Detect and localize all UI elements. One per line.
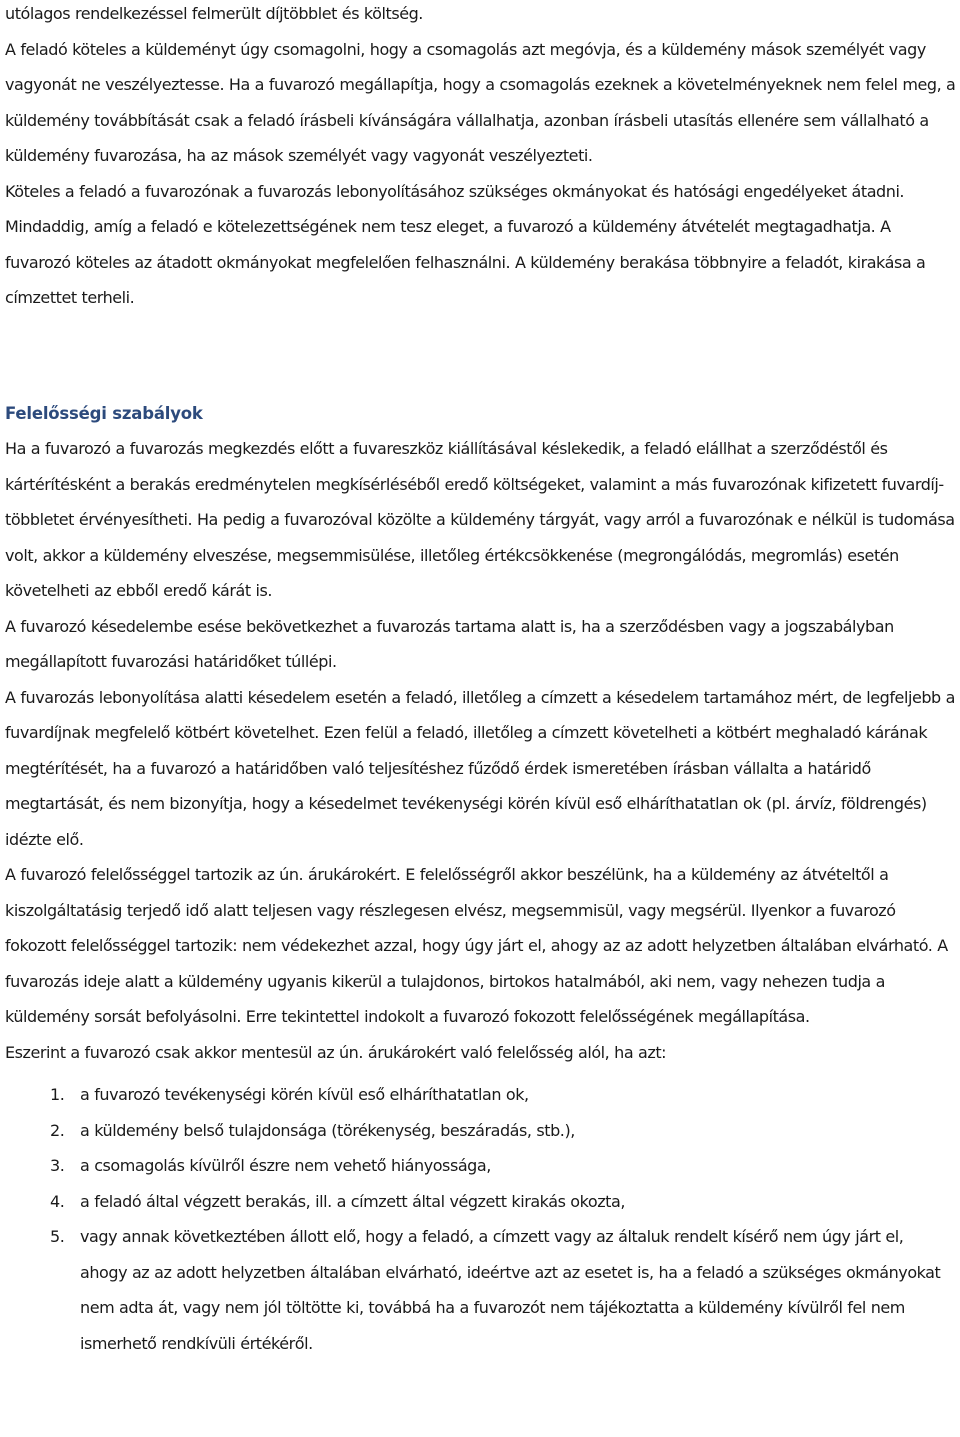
paragraph: Köteles a feladó a fuvarozónak a fuvarozás lebonyolításához szükséges okmányokat és hatósági engedélyeket átadni. Mindaddig, amíg a feladó e kötelezettségének nem tesz eleget, a fuvarozó a küldemény átvételét megtagadhatja. A fuvarozó köteles az átadott okmányokat megfelelően felhasználni. A küldemény berakása többnyire a feladót, kirakása a címzettet terheli. (5, 181, 926, 307)
paragraph: Ha a fuvarozó a fuvarozás megkezdés előtt a fuvareszköz kiállításával késlekedik, a feladó elállhat a szerződéstől és kártérítésként a berakás eredménytelen megkísérléséből eredő költségeket, valamint a más fuvarozónak kifizetett fuvardíj-többletet érvényesítheti. Ha pedig a fuvarozóval közölte a küldemény tárgyát, vagy arról a fuvarozónak e nélkül is tudomása volt, akkor a küldemény elveszése, megsemmisülése, illetőleg értékcsökkenése (megrongálódás, megromlás) esetén követelheti az ebből eredő kárát is. (5, 439, 955, 600)
paragraph: A fuvarozás lebonyolítása alatti késedelem esetén a feladó, illetőleg a címzett a késedelem tartamához mért, de legfeljebb a fuvardíjnak megfelelő kötbért követelhet. Ezen felül a feladó, illetőleg a címzett követelheti a kötbért meghaladó kárának megtérítését, ha a fuvarozó a határidőben való teljesítéshez fűződő érdek ismeretében írásban vállalta a határidő megtartását, és nem bizonyítja, hogy a késedelmet tevékenységi körén kívül eső elháríthatatlan ok (pl. árvíz, földrengés) idézte elő. (5, 687, 955, 849)
paragraph: utólagos rendelkezéssel felmerült díjtöbblet és költség. (5, 4, 423, 23)
list-item (5, 1077, 959, 1113)
list-item (5, 1184, 959, 1220)
list-item-text: a küldemény belső tulajdonsága (törékenység, beszáradás, stb.), (80, 1120, 575, 1140)
paragraph: Eszerint a fuvarozó csak akkor mentesül az ún. árukárokért való felelősség alól, ha azt: (5, 1042, 667, 1062)
list-item-text: a csomagolás kívülről észre nem vehető hiányossága, (80, 1156, 491, 1175)
list-item-text: vagy annak következtében állott elő, hogy a feladó, a címzett vagy az általuk rendelt kísérő nem úgy járt el, ahogy az az adott helyzetben általában elvárható, ideértve azt az esetet is, ha a feladó a szükséges okmányokat nem adta át, vagy nem jól töltötte ki, továbbá ha a fuvarozót nem tájékoztatta a küldemény kívülről fel nem ismerhető rendkívüli értékéről. (80, 1227, 941, 1353)
list-item-number: 4. (50, 1191, 65, 1211)
list-item-text: a feladó által végzett berakás, ill. a címzett által végzett kirakás okozta, (80, 1191, 625, 1211)
list-item-text: a fuvarozó tevékenységi körén kívül eső elháríthatatlan ok, (80, 1085, 529, 1104)
exemption-list (5, 1077, 959, 1361)
list-item-number: 1. (50, 1085, 65, 1104)
paragraph: A fuvarozó késedelembe esése bekövetkezhet a fuvarozás tartama alatt is, ha a szerződésben vagy a jogszabályban megállapított fuvarozási határidőket túllépi. (5, 616, 894, 671)
list-item (5, 1148, 959, 1184)
paragraph: A fuvarozó felelősséggel tartozik az ún. árukárokért. E felelősségről akkor beszélünk, ha a küldemény az átvételtől a kiszolgáltatásig terjedő idő alatt teljesen vagy részlegesen elvész, megsemmisül, vagy megsérül. Ilyenkor a fuvarozó fokozott felelősséggel tartozik: nem védekezhet azzal, hogy úgy járt el, ahogy az az adott helyzetben általában elvárható. A fuvarozás ideje alatt a küldemény ugyanis kikerül a tulajdonos, birtokos hatalmából, aki nem, vagy nehezen tudja a küldemény sorsát befolyásolni. Erre tekintettel indokolt a fuvarozó fokozott felelősségének megállapítása. (5, 865, 948, 1026)
section-heading: Felelősségi szabályok (5, 403, 203, 423)
list-item-number: 3. (50, 1156, 65, 1175)
paragraph: A feladó köteles a küldeményt úgy csomagolni, hogy a csomagolás azt megóvja, és a küldemény mások személyét vagy vagyonát ne veszélyeztesse. Ha a fuvarozó megállapítja, hogy a csomagolás ezeknek a követelményeknek nem felel meg, a küldemény továbbítását csak a feladó írásbeli kívánságára vállalhatja, azonban írásbeli utasítás ellenére sem vállalható a küldemény fuvarozása, ha az mások személyét vagy vagyonát veszélyezteti. (5, 39, 956, 165)
list-item-number: 2. (50, 1120, 65, 1140)
list-item-number: 5. (50, 1227, 65, 1246)
list-item (5, 1113, 959, 1149)
document-page (5, 0, 959, 1361)
list-item (5, 1219, 959, 1361)
